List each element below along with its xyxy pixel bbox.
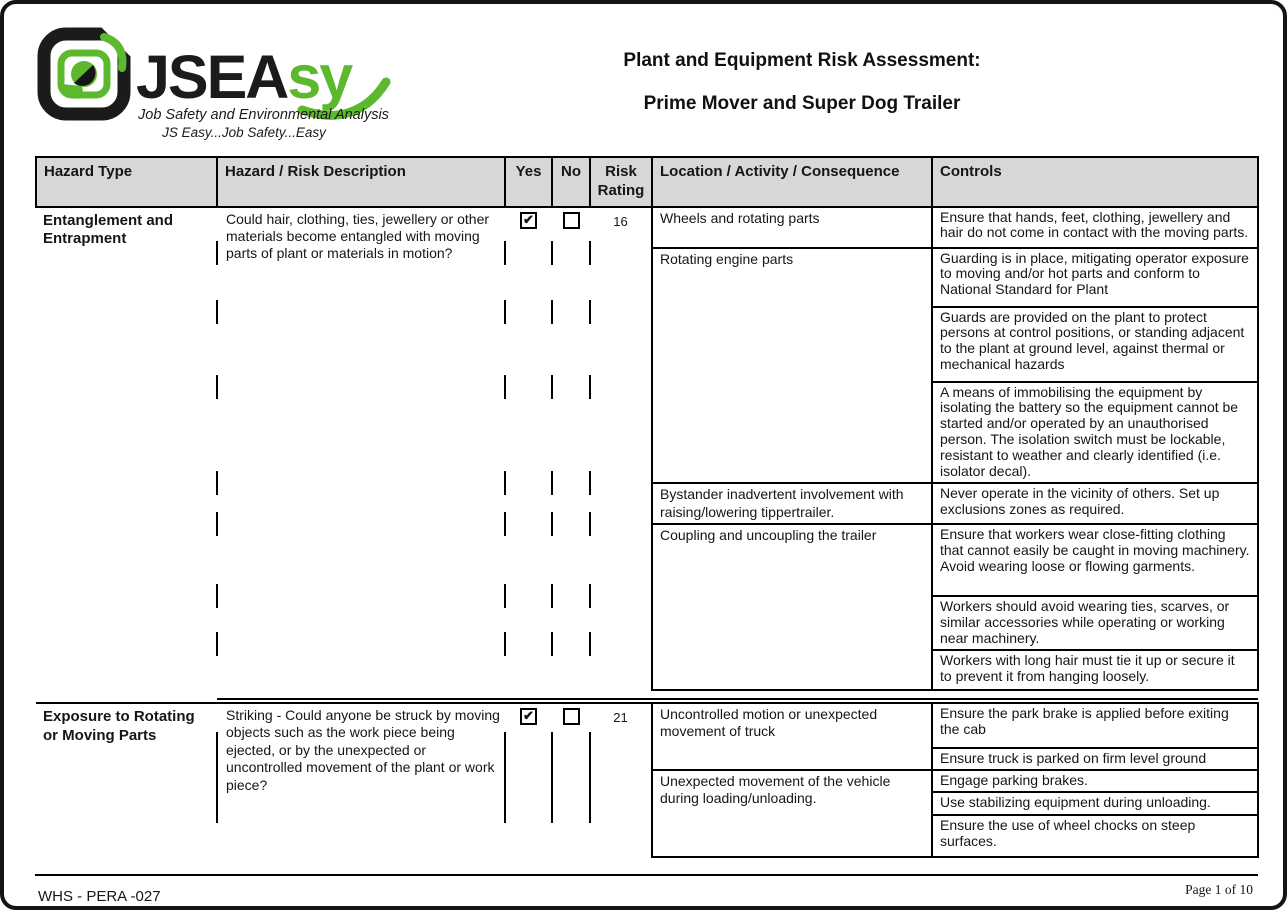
page-title-line2: Prime Mover and Super Dog Trailer — [643, 93, 961, 114]
logo-wordmark: JSEAsy — [136, 43, 352, 111]
cell-divider-tick — [589, 632, 591, 656]
hazard-type-cell: Entanglement and Entrapment — [43, 211, 174, 248]
cell-divider-tick — [216, 375, 218, 399]
cell-divider-tick — [216, 776, 218, 800]
header-no: No — [552, 157, 590, 207]
cell-divider-tick — [651, 799, 653, 823]
table-bottom-gap — [36, 857, 1258, 869]
cell-divider-tick — [551, 632, 553, 656]
cell-divider-tick — [504, 799, 506, 823]
yes-checkbox[interactable] — [520, 212, 537, 229]
no-cell — [552, 703, 590, 857]
spacer — [36, 857, 1258, 869]
cell-divider-tick — [651, 732, 653, 756]
location-cell: Rotating engine parts — [652, 248, 932, 484]
cell-divider-tick — [504, 732, 506, 756]
control-cell: Workers should avoid wearing ties, scarves, or similar accessories while operating or working near machinery. — [932, 596, 1258, 650]
control-cell: Guards are provided on the plant to protect persons at control positions, or standing adjacent to the plant at ground level, against thermal or mechanical hazards — [932, 307, 1258, 382]
no-checkbox[interactable] — [563, 212, 580, 229]
control-cell: Ensure the use of wheel chocks on steep surfaces. — [932, 815, 1258, 857]
jseasy-logo — [34, 24, 454, 142]
cell-divider-tick — [551, 471, 553, 495]
control-cell: Use stabilizing equipment during unloading. — [932, 792, 1258, 815]
cell-divider-tick — [589, 241, 591, 265]
control-cell: Ensure that hands, feet, clothing, jewellery and hair do not come in contact with the moving parts. — [932, 207, 1258, 248]
cell-divider-tick — [651, 512, 653, 536]
footer-rule — [35, 874, 1258, 876]
page-header — [34, 24, 1255, 142]
control-cell: Ensure that workers wear close-fitting clothing that cannot easily be caught in moving machinery. Avoid wearing loose or flowing garments. — [932, 524, 1258, 596]
logo-subtitle: Job Safety and Environmental Analysis — [138, 107, 389, 123]
location-cell: Uncontrolled motion or unexpected movement of truck — [652, 703, 932, 770]
cell-divider-tick — [216, 799, 218, 823]
header-risk-rating: Risk Rating — [590, 157, 652, 207]
jseasy-eye-icon — [44, 24, 134, 114]
risk-assessment-table — [35, 156, 1259, 869]
cell-divider-tick — [216, 512, 218, 536]
cell-divider-tick — [216, 732, 218, 756]
cell-divider-tick — [589, 584, 591, 608]
document-number: WHS - PERA -027 — [38, 888, 161, 906]
header-hazard-description: Hazard / Risk Description — [217, 157, 505, 207]
control-cell: Ensure the park brake is applied before exiting the cab — [932, 703, 1258, 748]
logo-tagline: JS Easy...Job Safety...Easy — [162, 125, 326, 140]
cell-divider-tick — [651, 632, 653, 656]
hazard-description-cell: Striking - Could anyone be struck by moving objects such as the work piece being ejected, or by the unexpected or uncontrolled movement of the plant or work piece? — [217, 703, 505, 857]
cell-divider-tick — [504, 632, 506, 656]
cell-divider-tick — [589, 471, 591, 495]
hazard-type-cell: Exposure to Rotating or Moving Parts — [36, 703, 217, 857]
cell-divider-tick — [216, 584, 218, 608]
cell-divider-tick — [216, 241, 218, 265]
header-hazard-type: Hazard Type — [36, 157, 217, 207]
section-bottom-rule — [217, 690, 1258, 699]
location-cell: Coupling and uncoupling the trailer — [652, 524, 932, 690]
cell-divider-tick — [589, 776, 591, 800]
cell-divider-tick — [651, 241, 653, 265]
cell-divider-tick — [651, 375, 653, 399]
section-separator — [36, 690, 1258, 699]
page-number: Page 1 of 10 — [1185, 882, 1253, 898]
cell-divider-tick — [551, 375, 553, 399]
cell-divider-tick — [216, 754, 218, 778]
cell-divider-tick — [651, 584, 653, 608]
cell-divider-tick — [551, 732, 553, 756]
cell-divider-tick — [216, 300, 218, 324]
cell-divider-tick — [589, 799, 591, 823]
cell-divider-tick — [504, 512, 506, 536]
spacer — [36, 690, 217, 699]
table-row — [36, 207, 1258, 248]
yes-cell — [505, 703, 552, 857]
cell-divider-tick — [651, 300, 653, 324]
cell-divider-tick — [504, 776, 506, 800]
header-controls: Controls — [932, 157, 1258, 207]
yes-checkbox[interactable] — [520, 708, 537, 725]
control-cell: Workers with long hair must tie it up or secure it to prevent it from hanging loosely. — [932, 650, 1258, 690]
cell-divider-tick — [504, 300, 506, 324]
cell-divider-tick — [504, 471, 506, 495]
cell-divider-tick — [504, 241, 506, 265]
location-cell: Wheels and rotating parts — [652, 207, 932, 248]
header-yes: Yes — [505, 157, 552, 207]
header-location: Location / Activity / Consequence — [652, 157, 932, 207]
cell-divider-tick — [504, 375, 506, 399]
cell-divider-tick — [589, 512, 591, 536]
cell-divider-tick — [504, 754, 506, 778]
cell-divider-tick — [551, 754, 553, 778]
location-cell: Unexpected movement of the vehicle during loading/unloading. — [652, 770, 932, 857]
cell-divider-tick — [551, 241, 553, 265]
control-cell: Ensure truck is parked on firm level ground — [932, 748, 1258, 770]
no-checkbox[interactable] — [563, 708, 580, 725]
risk-rating-value: 21 — [590, 703, 652, 857]
cell-divider-tick — [551, 584, 553, 608]
cell-divider-tick — [504, 584, 506, 608]
page-title — [454, 50, 1255, 142]
no-cell — [552, 207, 590, 691]
cell-divider-tick — [589, 375, 591, 399]
control-cell: Engage parking brakes. — [932, 770, 1258, 792]
page-title-line1: Plant and Equipment Risk Assessment: — [623, 50, 981, 71]
cell-divider-tick — [651, 776, 653, 800]
page-footer — [38, 880, 1253, 905]
table-row — [36, 703, 1258, 748]
location-cell: Bystander inadvertent involvement with raising/lowering tippertrailer. — [652, 483, 932, 524]
risk-table-wrap — [35, 156, 1258, 869]
control-cell: Guarding is in place, mitigating operator exposure to moving and/or hot parts and conform to National Standard for Plant — [932, 248, 1258, 307]
cell-divider-tick — [651, 754, 653, 778]
cell-divider-tick — [589, 732, 591, 756]
cell-divider-tick — [551, 300, 553, 324]
cell-divider-tick — [216, 471, 218, 495]
cell-divider-tick — [551, 512, 553, 536]
cell-divider-tick — [551, 776, 553, 800]
hazard-description-cell: Could hair, clothing, ties, jewellery or other materials become entangled with moving parts of plant or materials in motion? — [226, 210, 490, 262]
cell-divider-tick — [589, 754, 591, 778]
control-cell: Never operate in the vicinity of others. Set up exclusions zones as required. — [932, 483, 1258, 524]
control-cell: A means of immobilising the equipment by isolating the battery so the equipment cannot be started and/or operated by an unauthorised person. The isolation switch must be lockable, resistant to weather and clearly identified (i.e. isolator decal). — [932, 382, 1258, 484]
cell-divider-tick — [551, 799, 553, 823]
cell-divider-tick — [589, 300, 591, 324]
yes-cell — [505, 207, 552, 691]
risk-rating-value: 16 — [613, 213, 628, 229]
cell-divider-tick — [651, 471, 653, 495]
cell-divider-tick — [216, 632, 218, 656]
table-header-row — [36, 157, 1258, 207]
